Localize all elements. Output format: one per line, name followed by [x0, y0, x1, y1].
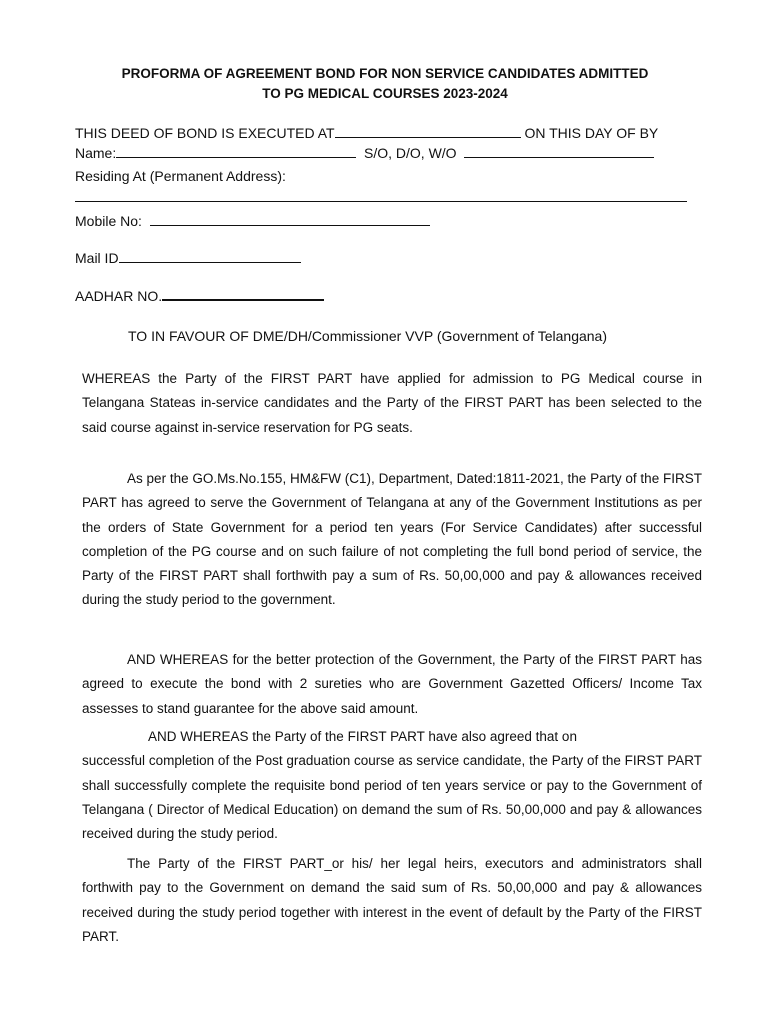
name-label: Name:	[75, 145, 117, 161]
deed-label: THIS DEED OF BOND IS EXECUTED AT	[75, 125, 335, 141]
mail-blank[interactable]	[119, 249, 301, 263]
mobile-label: Mobile No:	[75, 213, 142, 229]
document-title	[60, 64, 710, 104]
paragraph-whereas-1: WHEREAS the Party of the FIRST PART have applied for admission to PG Medical course in Telangana Stateas in-service candidates and the Party of the FIRST PART has been selected to the said course against in-service reservation for PG seats.	[82, 371, 702, 435]
paragraph-whereas-2: AND WHEREAS for the better protection of the Government, the Party of the FIRST PART has agreed to execute the bond with 2 sureties who are Government Gazetted Officers/ Income Tax assesses to stand guarantee for the above said amount.	[82, 652, 702, 716]
mobile-blank[interactable]	[150, 212, 430, 226]
name-line	[75, 144, 654, 161]
favour-line: TO IN FAVOUR OF DME/DH/Commissioner VVP (Government of Telangana)	[128, 328, 608, 344]
aadhar-blank[interactable]	[162, 286, 324, 301]
mail-line	[75, 249, 301, 266]
paragraph-go-ms: As per the GO.Ms.No.155, HM&FW (C1), Department, Dated:1811-2021, the Party of the FIRST PART has agreed to serve the Government of Telangana at any of the Government Institutions as per the orders of State Government for a period ten years (For Service Candidates) after successful completion of the PG course and on such failure of not completing the full bond period of service, the Party of the FIRST PART shall forthwith pay a sum of Rs. 50,00,000 and pay & allowances received during the study period to the government.	[82, 471, 702, 608]
day-label: ON THIS DAY OF BY	[524, 125, 659, 141]
relation-label: S/O, D/O, W/O	[364, 145, 457, 161]
mail-label: Mail ID	[75, 250, 119, 266]
address-blank-line	[75, 188, 687, 205]
mobile-line	[75, 212, 430, 229]
title-line-2: TO PG MEDICAL COURSES 2023-2024	[262, 86, 508, 101]
relation-blank[interactable]	[464, 144, 654, 158]
paragraph-whereas-3	[82, 725, 702, 846]
paragraph-whereas-3-first: AND WHEREAS the Party of the FIRST PART have also agreed that on	[148, 729, 577, 744]
title-line-1: PROFORMA OF AGREEMENT BOND FOR NON SERVICE CANDIDATES ADMITTED	[121, 66, 649, 81]
address-blank[interactable]	[75, 188, 687, 202]
place-blank[interactable]	[335, 124, 521, 138]
aadhar-label: AADHAR NO.	[75, 288, 163, 304]
paragraph-whereas-3-rest: successful completion of the Post graduation course as service candidate, the Party of the FIRST PART shall successfully complete the requisite bond period of ten years service or pay to the Government of Telangana ( Director of Medical Education) on demand the sum of Rs. 50,00,000 and pay & allowances received during the study period.	[82, 753, 702, 842]
address-line	[75, 168, 286, 184]
aadhar-line	[75, 286, 324, 304]
name-blank[interactable]	[116, 144, 356, 158]
deed-line	[75, 124, 658, 141]
address-label: Residing At (Permanent Address):	[75, 168, 286, 184]
paragraph-legal-heirs: The Party of the FIRST PART_or his/ her legal heirs, executors and administrators shall forthwith pay to the Government on demand the said sum of Rs. 50,00,000 and pay & allowances received during the study period together with interest in the event of default by the Party of the FIRST PART.	[82, 856, 702, 944]
